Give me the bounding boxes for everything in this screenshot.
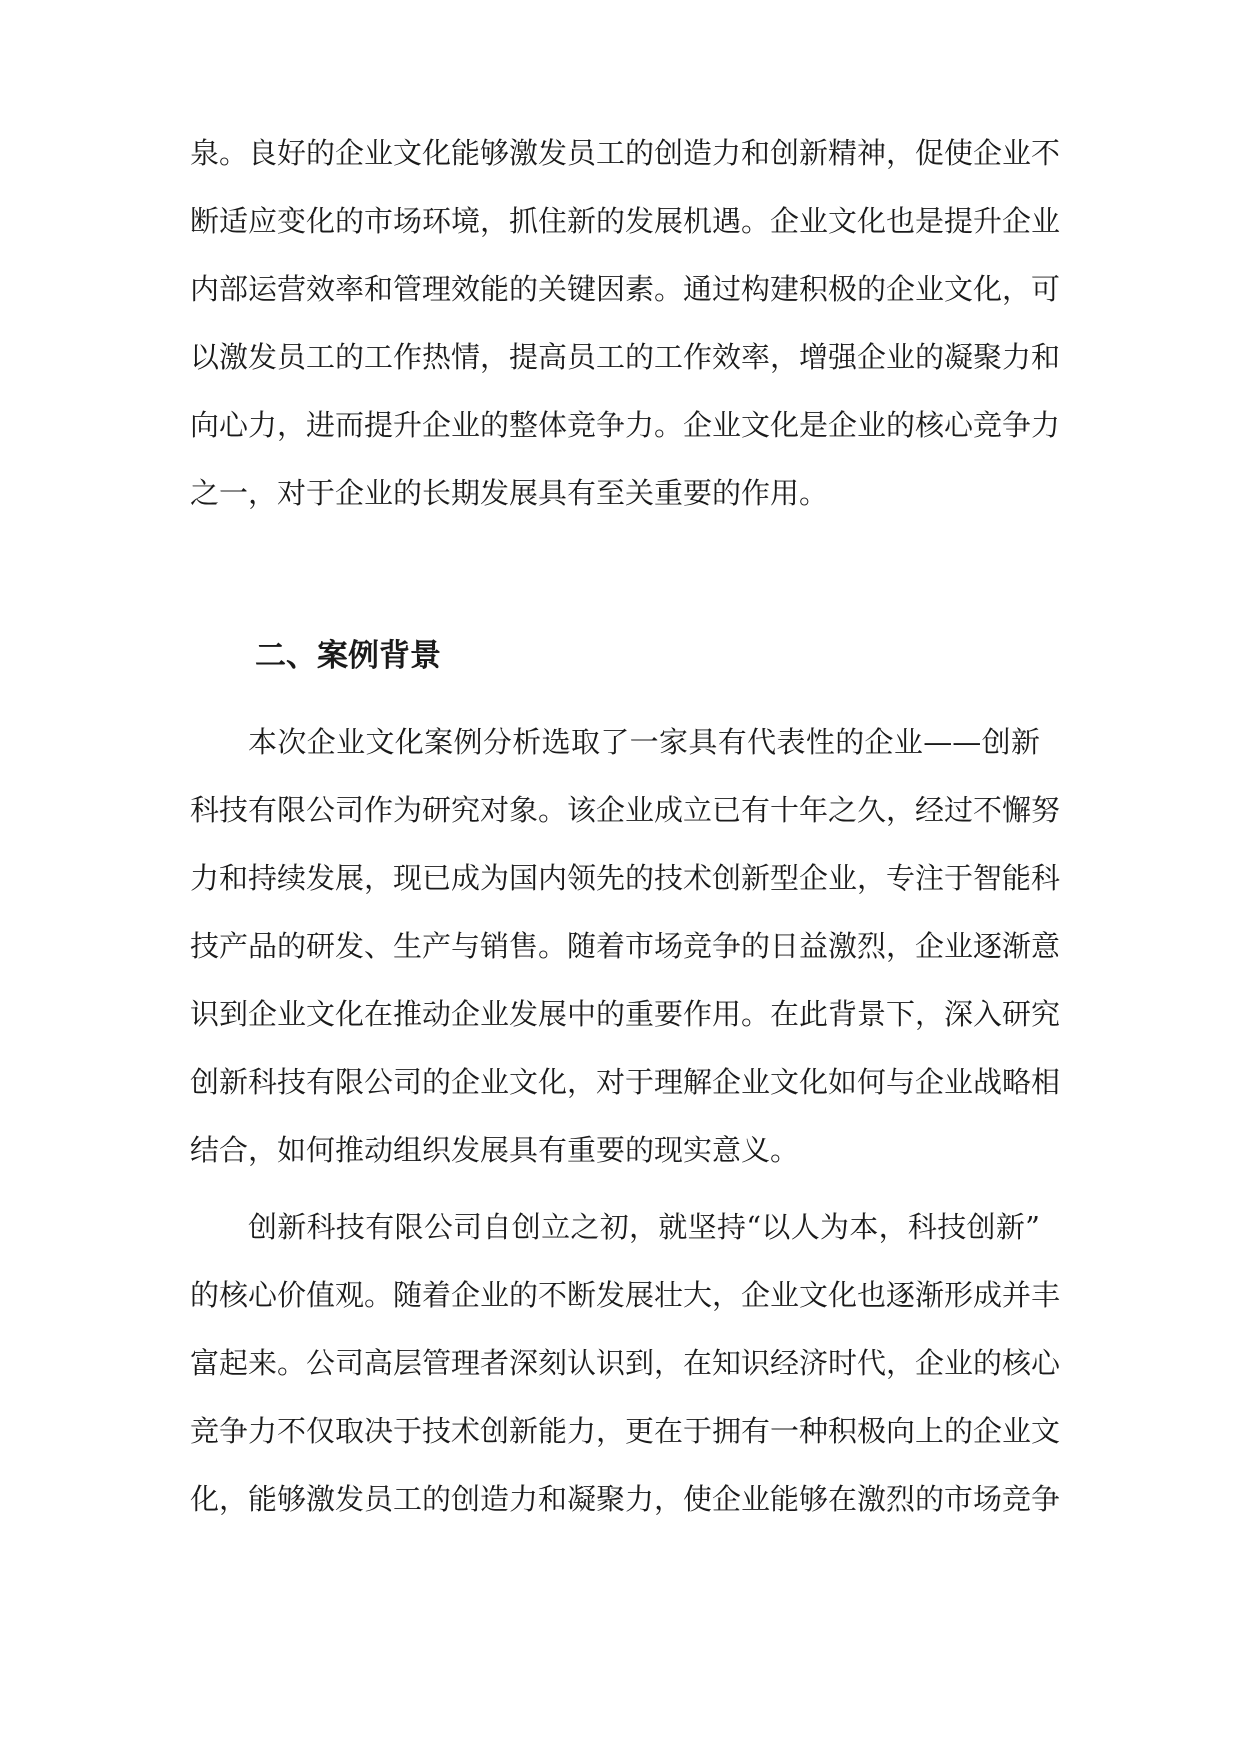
paragraph-3-line-1: 创新科技有限公司自创立之初，就坚持“以人为本，科技创新”: [248, 1210, 1040, 1244]
paragraph-1-line-2: 断适应变化的市场环境，抓住新的发展机遇。企业文化也是提升企业: [190, 204, 1061, 238]
paragraph-2-line-1: 本次企业文化案例分析选取了一家具有代表性的企业——创新: [248, 725, 1040, 759]
paragraph-1-line-1: 泉。良好的企业文化能够激发员工的创造力和创新精神，促使企业不: [190, 136, 1061, 170]
paragraph-2-line-6: 创新科技有限公司的企业文化，对于理解企业文化如何与企业战略相: [190, 1065, 1061, 1099]
paragraph-3-line-2: 的核心价值观。随着企业的不断发展壮大，企业文化也逐渐形成并丰: [190, 1278, 1061, 1312]
paragraph-2-line-4: 技产品的研发、生产与销售。随着市场竞争的日益激烈，企业逐渐意: [190, 929, 1061, 963]
paragraph-2-line-7: 结合，如何推动组织发展具有重要的现实意义。: [190, 1133, 800, 1167]
paragraph-2-line-2: 科技有限公司作为研究对象。该企业成立已有十年之久，经过不懈努: [190, 793, 1061, 827]
paragraph-1-line-5: 向心力，进而提升企业的整体竞争力。企业文化是企业的核心竞争力: [190, 408, 1061, 442]
paragraph-1-line-6: 之一，对于企业的长期发展具有至关重要的作用。: [190, 476, 829, 510]
paragraph-2-line-3: 力和持续发展，现已成为国内领先的技术创新型企业，专注于智能科: [190, 861, 1061, 895]
paragraph-3-line-3: 富起来。公司高层管理者深刻认识到，在知识经济时代，企业的核心: [190, 1346, 1061, 1380]
paragraph-2-line-5: 识到企业文化在推动企业发展中的重要作用。在此背景下，深入研究: [190, 997, 1061, 1031]
paragraph-1-line-3: 内部运营效率和管理效能的关键因素。通过构建积极的企业文化，可: [190, 272, 1061, 306]
paragraph-3-line-5: 化，能够激发员工的创造力和凝聚力，使企业能够在激烈的市场竞争: [190, 1482, 1061, 1516]
paragraph-1-line-4: 以激发员工的工作热情，提高员工的工作效率，增强企业的凝聚力和: [190, 340, 1061, 374]
paragraph-3-line-4: 竞争力不仅取决于技术创新能力，更在于拥有一种积极向上的企业文: [190, 1414, 1061, 1448]
section-heading: 二、案例背景: [255, 638, 441, 674]
